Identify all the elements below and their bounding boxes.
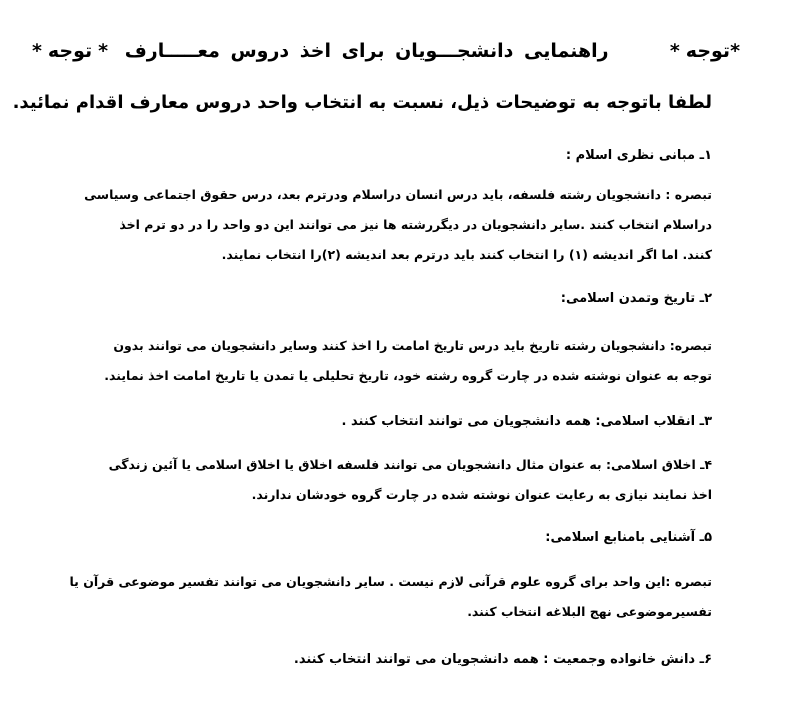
document-title (31, 40, 740, 62)
section-4-line-1: ۴ـ اخلاق اسلامی: به عنوان مثال دانشجویان می توانند فلسفه اخلاق یا اخلاق اسلامی یا آئین زندگی (108, 457, 712, 472)
section-3-heading: ۳ـ انقلاب اسلامی: همه دانشجویان می توانند انتخاب کنند . (341, 414, 712, 429)
section-1-heading: ۱ـ مبانی نظری اسلام : (565, 148, 712, 163)
section-1-line-1: تبصره : دانشجویان رشته فلسفه، باید درس انسان دراسلام ودرترم بعد، درس حقوق اجتماعی وسیاسی (84, 187, 712, 202)
title-main: راهنمایی دانشجـــویان برای اخذ دروس معـــــارف (124, 40, 609, 62)
section-4-note (88, 450, 712, 510)
star-icon: * (730, 40, 740, 62)
section-1-line-3: کنند. اما اگر اندیشه (۱) را انتخاب کنند باید درترم بعد اندیشه (۲)را انتخاب نمایند. (221, 247, 712, 262)
section-4-line-2: اخذ نمایند نیازی به رعایت عنوان نوشته شده در چارت گروه خودشان ندارند. (251, 487, 712, 502)
star-icon: * (98, 40, 109, 62)
section-5-note (69, 567, 712, 627)
section-2-heading: ۲ـ تاریخ وتمدن اسلامی: (560, 291, 712, 306)
star-icon: * (31, 40, 42, 62)
section-5-line-1: تبصره :این واحد برای گروه علوم قرآنی لازم نیست . سایر دانشجویان می توانند تفسیر موضوعی قرآن یا (69, 574, 712, 589)
section-2-note (88, 331, 712, 391)
section-1-line-2: دراسلام انتخاب کنند .سایر دانشجویان در دیگررشته ها نیز می توانند این دو واحد را در دو ترم اخذ (119, 217, 712, 232)
title-note-left: توجه (47, 40, 93, 62)
section-1-note (84, 180, 712, 270)
section-2-line-1: تبصره: دانشجویان رشته تاریخ باید درس تاریخ امامت را اخذ کنند وسایر دانشجویان می توانند بدون (113, 338, 712, 353)
section-5-heading: ۵ـ آشنایی بامنابع اسلامی: (545, 530, 712, 545)
section-2-line-2: توجه به عنوان نوشته شده در چارت گروه رشته خود، تاریخ تحلیلی یا تمدن یا تاریخ امامت اخذ نمایند. (104, 368, 712, 383)
document-subtitle: لطفا باتوجه به توضیحات ذیل، نسبت به انتخاب واحد دروس معارف اقدام نمائید. (12, 92, 712, 113)
title-note-right: توجه (685, 40, 731, 62)
star-icon: * (669, 40, 680, 62)
section-5-line-2: تفسیرموضوعی نهج البلاغه انتخاب کنند. (467, 604, 712, 619)
section-6-heading: ۶ـ دانش خانواده وجمعیت : همه دانشجویان می توانند انتخاب کنند. (293, 652, 712, 667)
